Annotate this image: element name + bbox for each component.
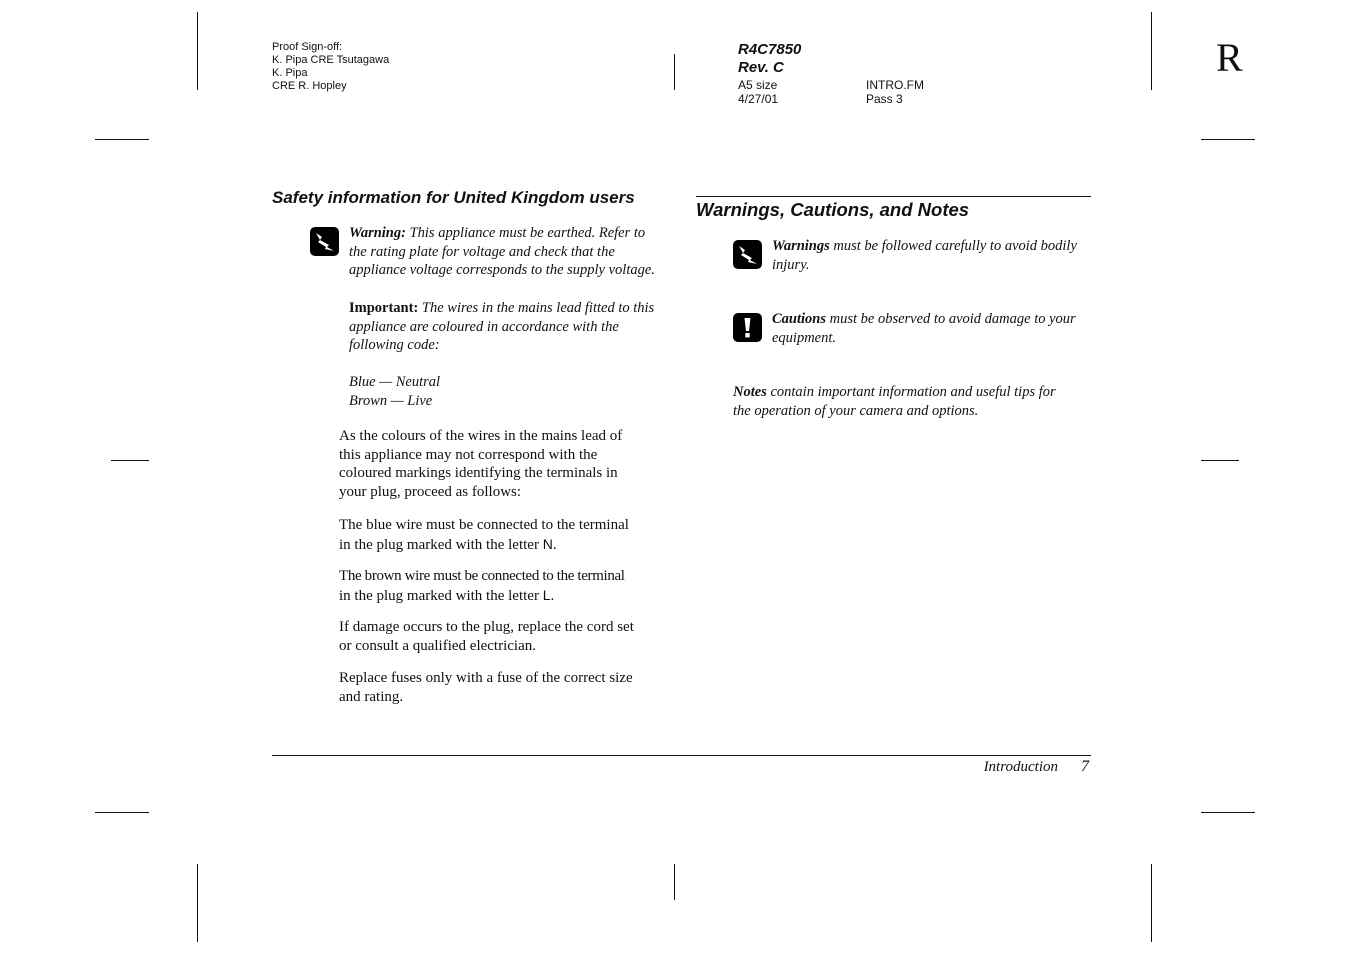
paragraph-line: coloured markings identifying the terminals in [339,465,618,481]
paragraph-line: in the plug marked with the letter [339,536,539,553]
crop-mark [1201,460,1239,461]
crop-mark [95,812,149,813]
crop-mark [197,864,198,942]
paper-size: A5 size [738,78,778,92]
definition-line: must be followed carefully to avoid bodily [833,238,1077,254]
cautions-label: Cautions [772,311,826,327]
important-line: appliance are coloured in accordance with the [349,318,619,335]
pass-number: Pass 3 [866,92,903,106]
footer-section-name: Introduction [983,759,1058,775]
section-heading-warnings-cautions-notes: Warnings, Cautions, and Notes [696,199,970,220]
print-date: 4/27/01 [738,92,779,106]
definition-line: contain important information and useful tips for [770,384,1056,400]
warning-note [349,224,679,280]
page-number: 7 [1081,758,1089,775]
warning-line: appliance voltage corresponds to the supply voltage. [349,262,655,278]
paragraph-damage [339,618,679,655]
important-note [349,299,679,355]
definition-line: must be observed to avoid damage to your [829,311,1076,327]
warning-line: the rating plate for voltage and check that the [349,243,615,260]
doc-code-block [738,41,801,77]
paragraph-line: If damage occurs to the plug, replace the cord set [339,619,634,635]
warning-line: This appliance must be earthed. Refer to [409,225,646,241]
paragraph-wire-colours [339,427,679,501]
heading-rule [696,196,1091,197]
notes-definition [733,383,1093,420]
warnings-definition [772,237,1097,274]
paragraph-brown-wire: The brown wire must be connected to the terminal in the plug marked with the letter L. [339,567,679,605]
crop-mark [1151,12,1152,90]
notes-label: Notes [733,384,767,400]
crop-mark [197,12,198,90]
paragraph-blue-wire: The blue wire must be connected to the terminal in the plug marked with the letter N. [339,516,679,554]
definition-line: injury. [772,256,810,273]
terminal-letter: L [542,586,551,603]
warnings-label: Warnings [772,238,830,254]
important-line: following code: [349,337,440,353]
crop-mark [111,460,149,461]
crop-mark [674,54,675,90]
proof-signoff [272,41,389,93]
paragraph-line: in the plug marked with the letter [339,587,539,604]
doc-code: R4C7850 [738,41,802,58]
corner-mark: R [1216,35,1243,80]
paragraph-line: Replace fuses only with a fuse of the correct size [339,670,633,686]
paragraph-line: your plug, proceed as follows: [339,483,522,500]
warning-label: Warning: [349,225,406,241]
paragraph-line: and rating. [339,688,404,705]
footer-rule [272,755,1091,756]
lightning-warning-icon [310,227,339,256]
important-label: Important: [349,300,419,316]
paragraph-line: The brown wire must be connected to the terminal [339,568,625,584]
paragraph-line: this appliance may not correspond with the [339,446,598,463]
definition-line: equipment. [772,329,837,346]
proof-line: Proof Sign-off: [272,41,343,53]
paragraph-line: or consult a qualified electrician. [339,637,536,654]
terminal-letter: N [542,535,553,552]
crop-mark [1201,812,1255,813]
proof-line: K. Pipa CRE Tsutagawa [272,54,390,66]
crop-mark [1151,864,1152,942]
revision: Rev. C [738,59,784,76]
crop-mark [95,139,149,140]
crop-mark [674,864,675,900]
color-code-item: Brown — Live [349,392,433,409]
cautions-definition [772,310,1097,347]
proof-line: K. Pipa [272,67,308,79]
important-line: The wires in the mains lead fitted to this [421,300,655,316]
exclamation-caution-icon [733,313,762,342]
paragraph-line: The blue wire must be connected to the terminal [339,517,629,533]
definition-line: the operation of your camera and options. [733,402,979,419]
crop-mark [1201,139,1255,140]
color-code-list [349,373,679,410]
proof-line: CRE R. Hopley [272,80,347,92]
paragraph-line: As the colours of the wires in the mains lead of [339,428,623,444]
color-code-item: Blue — Neutral [349,374,441,390]
lightning-warning-icon [733,240,762,269]
section-heading-uk-safety: Safety information for United Kingdom users [272,188,635,207]
file-name: INTRO.FM [866,78,924,92]
paragraph-fuses [339,669,679,706]
